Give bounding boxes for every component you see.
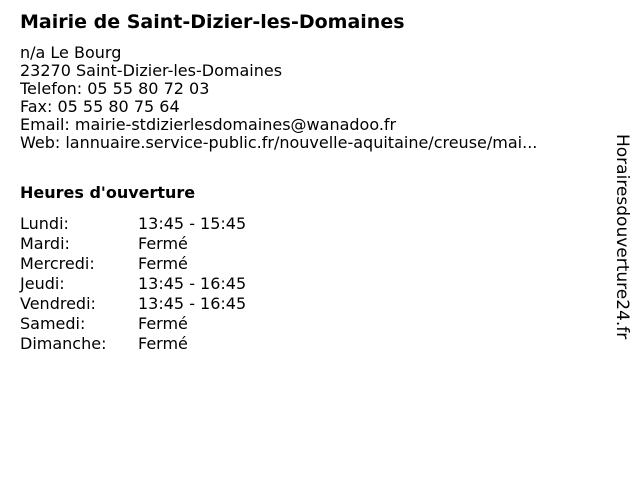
day-time: 13:45 - 15:45 (138, 214, 247, 233)
day-time: 13:45 - 16:45 (138, 294, 247, 313)
contact-block (20, 44, 590, 152)
hours-row-saturday (20, 314, 246, 334)
page-title: Mairie de Saint-Dizier-les-Domaines (20, 11, 405, 33)
hours-row-friday (20, 294, 246, 314)
address-line-2: 23270 Saint-Dizier-les-Domaines (20, 61, 283, 80)
site-watermark: Horairesdouverture24.fr (612, 134, 632, 340)
hours-row-sunday (20, 334, 246, 354)
day-label: Lundi: (20, 214, 69, 233)
day-time: Fermé (138, 334, 188, 353)
day-label: Vendredi: (20, 294, 96, 313)
day-label: Mardi: (20, 234, 70, 253)
hours-table (20, 214, 246, 354)
hours-row-monday (20, 214, 246, 234)
day-time: Fermé (138, 314, 188, 333)
day-label: Mercredi: (20, 254, 95, 273)
address-line-1: n/a Le Bourg (20, 43, 122, 62)
day-label: Samedi: (20, 314, 86, 333)
day-time: Fermé (138, 234, 188, 253)
hours-heading: Heures d'ouverture (20, 183, 196, 202)
hours-row-tuesday (20, 234, 246, 254)
day-label: Dimanche: (20, 334, 107, 353)
email-line: Email: mairie-stdizierlesdomaines@wanadoo.fr (20, 115, 397, 134)
day-label: Jeudi: (20, 274, 65, 293)
hours-row-thursday (20, 274, 246, 294)
web-line: Web: lannuaire.service-public.fr/nouvelle-aquitaine/creuse/mai... (20, 134, 538, 152)
day-time: 13:45 - 16:45 (138, 274, 247, 293)
fax-line: Fax: 05 55 80 75 64 (20, 97, 180, 116)
phone-line: Telefon: 05 55 80 72 03 (20, 79, 210, 98)
hours-row-wednesday (20, 254, 246, 274)
day-time: Fermé (138, 254, 188, 273)
